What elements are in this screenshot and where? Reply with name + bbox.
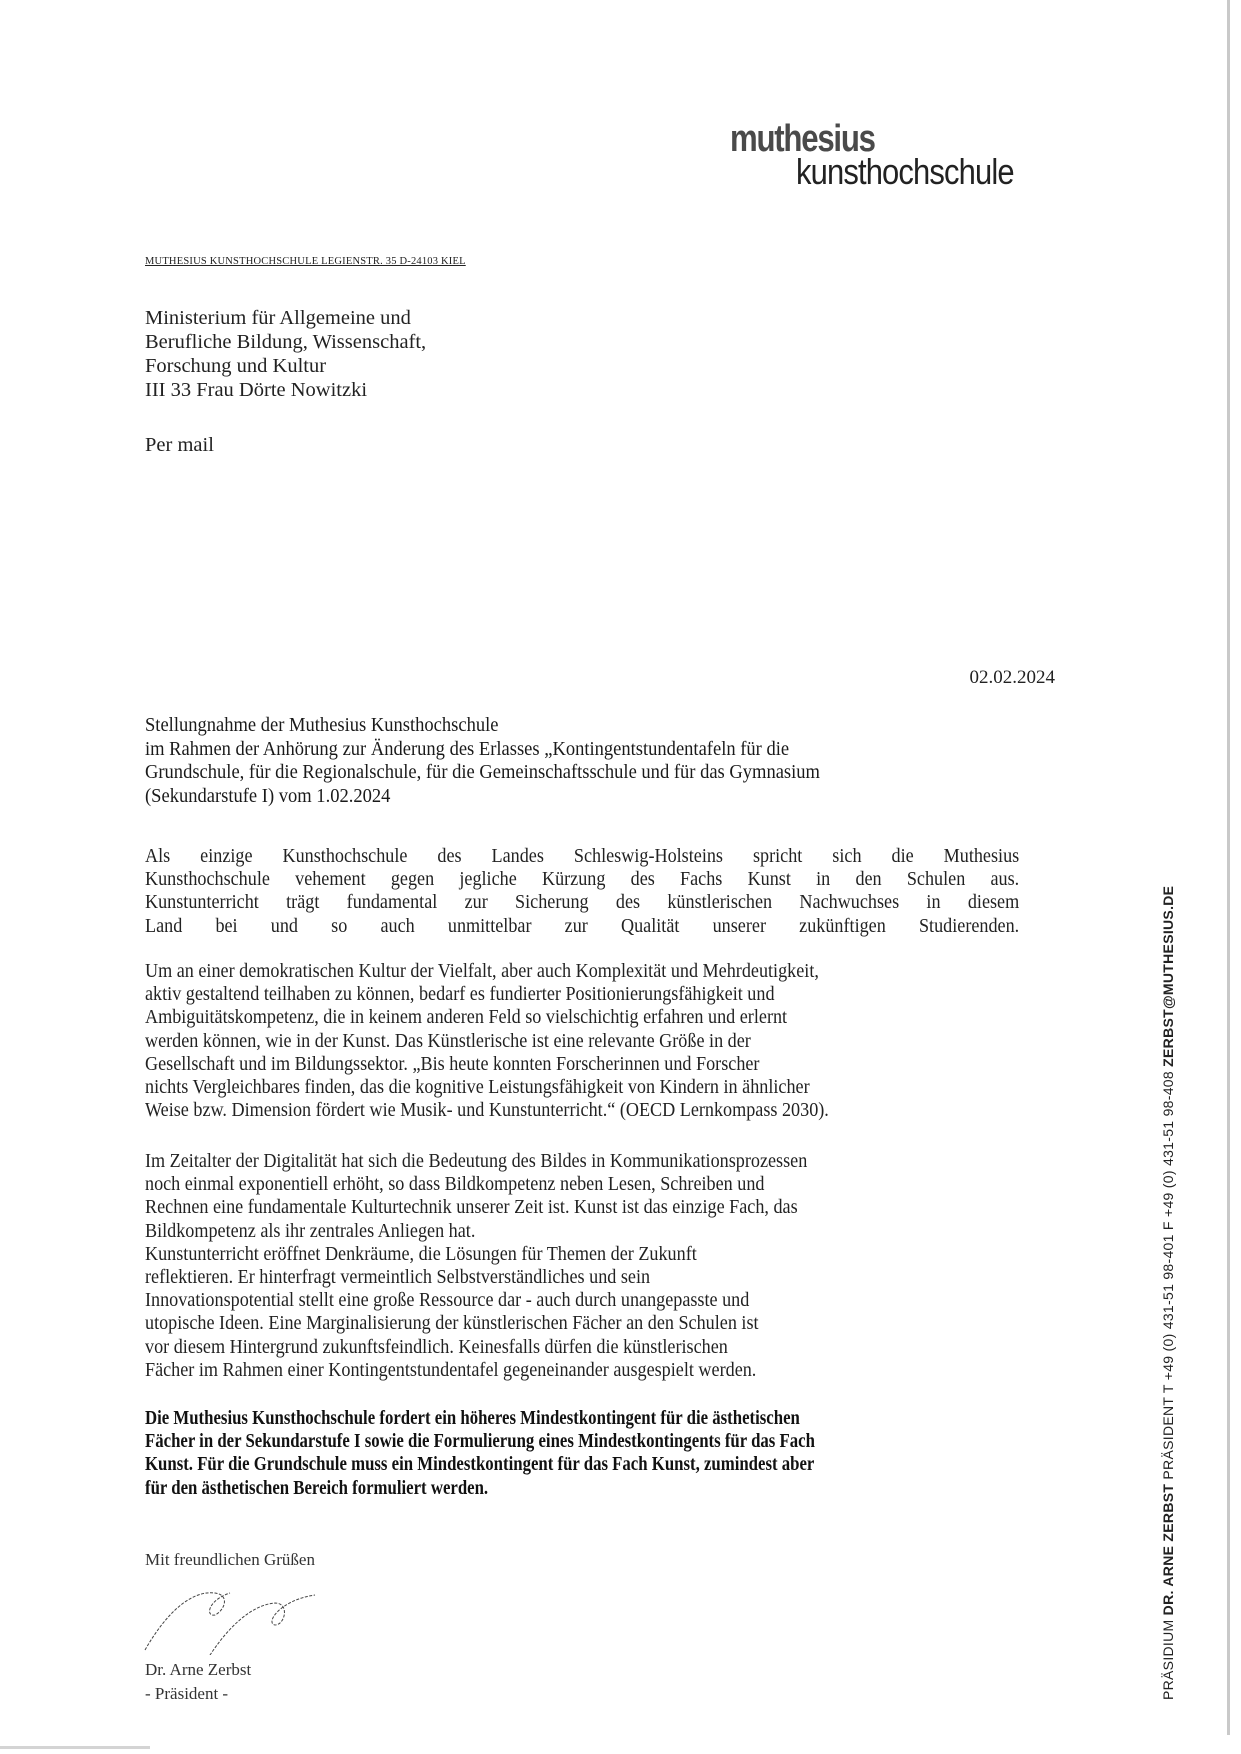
body-line: Bildkompetenz als ihr zentrales Anliegen hat.: [145, 1220, 476, 1242]
delivery-method: Per mail: [145, 434, 214, 456]
body-line: Um an einer demokratischen Kultur der Vielfalt, aber auch Komplexität und Mehrdeutigkeit,: [145, 961, 819, 982]
body-line: aktiv gestaltend teilhaben zu können, bedarf es fundierter Positionierungsfähigkeit und: [145, 984, 775, 1006]
logo-line-kunsthochschule: kunsthochschule: [796, 151, 1014, 192]
body-line: utopische Ideen. Eine Marginalisierung der künstlerischen Fächer an den Schulen ist: [145, 1313, 759, 1335]
body-line: Fächer im Rahmen einer Kontingentstundentafel gegeneinander ausgespielt werden.: [145, 1359, 757, 1381]
body-line: Im Zeitalter der Digitalität hat sich die Bedeutung des Bildes in Kommunikationsprozessen: [145, 1151, 808, 1172]
recipient-line: Ministerium für Allgemeine und: [145, 307, 411, 329]
signatory-name: Dr. Arne Zerbst: [145, 1660, 252, 1679]
recipient-line: Forschung und Kultur: [145, 355, 327, 377]
body-line: Rechnen eine fundamentale Kulturtechnik unserer Zeit ist. Kunst ist das einzige Fach, das: [145, 1197, 798, 1219]
body-paragraph-1: [145, 845, 1085, 938]
subject-line: Grundschule, für die Regionalschule, für die Gemeinschaftsschule und für das Gymnasium: [145, 762, 820, 783]
closing-salutation: Mit freundlichen Grüßen: [145, 1550, 315, 1569]
body-paragraph-2: [145, 960, 1085, 1122]
vertical-footer-contact: [1160, 886, 1176, 1700]
body-line: Land bei und so auch unmittelbar zur Qualität unserer zukünftigen Studierenden.: [145, 915, 1020, 937]
subject-line: Stellungnahme der Muthesius Kunsthochschule: [145, 715, 499, 736]
footer-presidium-label: PRÄSIDIUM: [1160, 1615, 1176, 1700]
recipient-line: III 33 Frau Dörte Nowitzki: [145, 379, 368, 401]
body-line: werden können, wie in der Kunst. Das Künstlerische ist eine relevante Größe in der: [145, 1030, 751, 1052]
signatory-title: - Präsident -: [145, 1684, 229, 1703]
body-line: noch einmal exponentiell erhöht, so dass Bildkompetenz neben Lesen, Schreiben und: [145, 1174, 765, 1196]
body-line-bold: Fächer in der Sekundarstufe I sowie die Formulierung eines Mindestkontingents für das Fach: [145, 1431, 815, 1453]
body-line: Innovationspotential stellt eine große Ressource dar - auch durch unangepasste und: [145, 1290, 750, 1312]
body-line: Kunstunterricht trägt fundamental zur Sicherung des künstlerischen Nachwuchses in diesem: [145, 892, 1020, 914]
body-line: Als einzige Kunsthochschule des Landes Schleswig-Holsteins spricht sich die Muthesius: [145, 846, 1020, 867]
body-line: Kunsthochschule vehement gegen jegliche Kürzung des Fachs Kunst in den Schulen aus.: [145, 869, 1020, 891]
logo-line-muthesius: muthesius: [730, 118, 875, 160]
body-line: vor diesem Hintergrund zukunftsfeindlich. Keinesfalls dürfen die künstlerischen: [145, 1336, 728, 1358]
body-line: nichts Vergleichbares finden, das die kognitive Leistungsfähigkeit von Kindern in ähnlicher: [145, 1077, 810, 1099]
recipient-address: [145, 306, 426, 402]
footer-phone-fax: PRÄSIDENT T +49 (0) 431-51 98-401 F +49 (0) 431-51 98-408: [1160, 1066, 1176, 1484]
subject-heading: [145, 714, 1019, 808]
scan-edge-vertical-line: [1227, 0, 1230, 1735]
body-line: Kunstunterricht eröffnet Denkräume, die Lösungen für Themen der Zukunft: [145, 1243, 697, 1265]
body-line: reflektieren. Er hinterfragt vermeintlich Selbstverständliches und sein: [145, 1267, 651, 1289]
footer-email: ZERBST@MUTHESIUS.DE: [1160, 885, 1176, 1067]
recipient-line: Berufliche Bildung, Wissenschaft,: [145, 331, 427, 353]
handwritten-signature: [140, 1575, 340, 1655]
body-line: Weise bzw. Dimension fördert wie Musik- und Kunstunterricht.“ (OECD Lernkompass 2030).: [145, 1100, 829, 1122]
subject-line: im Rahmen der Anhörung zur Änderung des Erlasses „Kontingentstundentafeln für die: [145, 738, 790, 760]
body-paragraph-demand: [145, 1407, 1085, 1500]
body-line: Ambiguitätskompetenz, die in keinem anderen Feld so vielschichtig erfahren und erlernt: [145, 1007, 788, 1029]
subject-line: (Sekundarstufe I) vom 1.02.2024: [145, 785, 391, 807]
scan-edge-horizontal-line: [0, 1746, 150, 1749]
footer-president-name: DR. ARNE ZERBST: [1160, 1483, 1176, 1616]
signatory: [145, 1658, 251, 1706]
letter-date: 02.02.2024: [969, 667, 1055, 688]
body-line-bold: für den ästhetischen Bereich formuliert werden.: [145, 1477, 489, 1499]
body-paragraph-3: [145, 1150, 1085, 1382]
body-line: Gesellschaft und im Bildungssektor. „Bis heute konnten Forscherinnen und Forscher: [145, 1053, 760, 1075]
institution-logo: [730, 120, 1049, 190]
body-line-bold: Kunst. Für die Grundschule muss ein Mindestkontingent für das Fach Kunst, zumindest aber: [145, 1454, 815, 1476]
body-line-bold: Die Muthesius Kunsthochschule fordert ein höheres Mindestkontingent für die ästhetischen: [145, 1408, 800, 1429]
sender-address-line: MUTHESIUS KUNSTHOCHSCHULE LEGIENSTR. 35 D-24103 KIEL: [145, 256, 466, 267]
